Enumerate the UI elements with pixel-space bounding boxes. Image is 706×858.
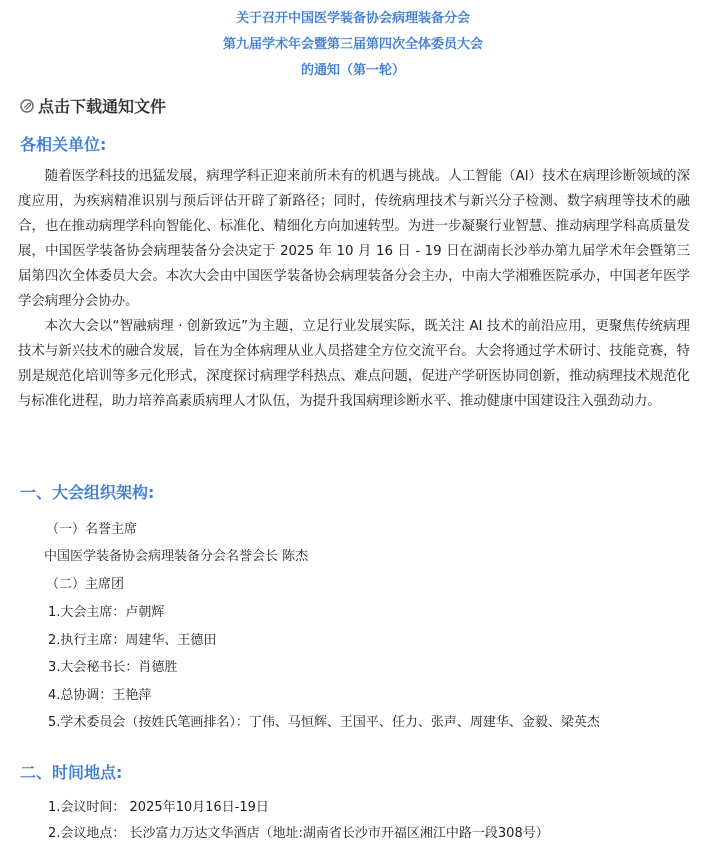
title-line-1: 关于召开中国医学装备协会病理装备分会 [235, 11, 470, 26]
honorary-heading: （一）名誉主席 [46, 522, 138, 537]
greeting: 各相关单位: [20, 135, 107, 154]
presidium-item: 4.总协调：王艳萍 [48, 688, 152, 703]
meeting-time: 1.会议时间： 2025年10月16日-19日 [48, 800, 269, 815]
intro-paragraph-1: 随着医学科技的迅猛发展，病理学科正迎来前所未有的机遇与挑战。人工智能（AI）技术在病理诊断领域的深度应用，为疾病精准识别与预后评估开辟了新路径；同时，传统病理技术与新兴分子检测、数字病理等技术的融合，也在推动病理学科向智能化、标准化、精细化方向加速转型。为进一步凝聚行业智慧、推动病理学科高质量发展，中国医学装备协会病理装备分会决定于 2025 年 10 月 16 日 - 19 日在湖南长沙举办第九届学术年会暨第三届第四次全体委员大会。本次大会由中国医学装备协会病理装备分会主办，中南大学湘雅医院承办，中国老年医学学会病理分会协办。 [18, 169, 690, 309]
presidium-heading: （二）主席团 [46, 577, 125, 592]
section-time-location-title: 二、时间地点: [20, 763, 123, 782]
presidium-item: 3.大会秘书长：肖德胜 [48, 660, 178, 675]
intro-paragraphs [18, 164, 690, 414]
presidium-item: 5.学术委员会（按姓氏笔画排名）：丁伟、马恒辉、王国平、任力、张声、周建华、金毅、梁英杰 [48, 715, 600, 730]
intro-paragraph-2: 本次大会以“智融病理 · 创新致远”为主题，立足行业发展实际，既关注 AI 技术的前沿应用，更聚焦传统病理技术与新兴技术的融合发展，旨在为全体病理从业人员搭建全方位交流平台。大会将通过学术研讨、技能竞赛，特别是规范化培训等多元化形式，深度探讨病理学科热点、难点问题，促进产学研医协同创新，推动病理技术规范化与标准化进程，助力培养高素质病理人才队伍，为提升我国病理诊断水平、推动健康中国建设注入强劲动力。 [18, 319, 690, 409]
presidium-item: 1.大会主席：卢朝辉 [48, 605, 165, 620]
section-organization-title: 一、大会组织架构: [20, 483, 155, 502]
meeting-location: 2.会议地点： 长沙富力万达文华酒店（地址:湖南省长沙市开福区湘江中路一段308号） [48, 826, 549, 841]
presidium-item: 2.执行主席：周建华、王德田 [48, 633, 217, 648]
notice-title [0, 6, 706, 84]
download-notice-link[interactable] [20, 95, 166, 119]
honorary-text: 中国医学装备协会病理装备分会名誉会长 陈杰 [44, 549, 309, 564]
title-line-2: 第九届学术年会暨第三届第四次全体委员大会 [222, 37, 483, 52]
paperclip-icon [20, 99, 34, 113]
title-line-3: 的通知（第一轮） [300, 63, 405, 78]
download-link-label: 点击下载通知文件 [38, 97, 167, 116]
